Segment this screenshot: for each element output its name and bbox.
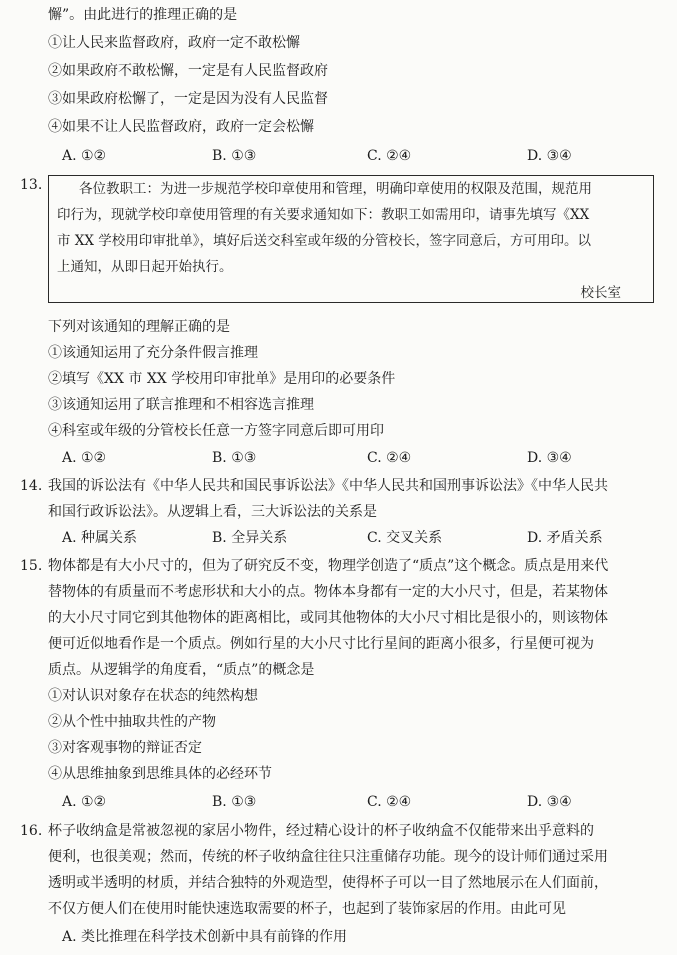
q14-stem-line-1: 我国的诉讼法有《中华人民共和国民事诉讼法》《中华人民共和国刑事诉讼法》《中华人民共 <box>48 478 608 494</box>
q12-item-1: ①让人民来监督政府，政府一定不敢松懈 <box>48 35 300 51</box>
q16-option-a[interactable]: A. 类比推理在科学技术创新中具有前锋的作用 <box>62 929 348 945</box>
q13-signature: 校长室 <box>580 285 621 301</box>
q13-item-1: ①该通知运用了充分条件假言推理 <box>48 345 258 361</box>
q12-option-a[interactable]: A. ①② <box>62 148 107 164</box>
q15-stem-line-4: 便可近似地看作是一个质点。例如行星的大小尺寸比行星间的距离小很多，行星便可视为 <box>48 636 594 652</box>
q15-item-3: ③对客观事物的辩证否定 <box>48 740 202 756</box>
q15-stem-line-1: 物体都是有大小尺寸的，但为了研究反不变，物理学创造了“质点”这个概念。质点是用来代 <box>48 558 609 574</box>
q14-options <box>62 529 652 547</box>
q13-number: 13. <box>20 177 43 193</box>
q13-options <box>62 449 652 467</box>
q14-option-a[interactable]: A. 种属关系 <box>62 530 138 546</box>
q13-option-c[interactable]: C. ②④ <box>367 450 412 466</box>
q12-option-d[interactable]: D. ③④ <box>527 148 572 164</box>
q13-notice-line-4: 上通知，从即日起开始执行。 <box>57 259 233 275</box>
q15-option-d[interactable]: D. ③④ <box>527 794 572 810</box>
q15-options <box>62 793 652 811</box>
q14-option-b[interactable]: B. 全异关系 <box>212 530 288 546</box>
q13-stem: 下列对该通知的理解正确的是 <box>48 319 230 335</box>
q13-option-b[interactable]: B. ①③ <box>212 450 257 466</box>
q12-stem-tail: 懈”。由此进行的推理正确的是 <box>48 7 238 23</box>
q13-option-d[interactable]: D. ③④ <box>527 450 572 466</box>
q16-stem-line-2: 便利，也很美观；然而，传统的杯子收纳盒往往只注重储存功能。现今的设计师们通过采用 <box>48 849 608 865</box>
q14-number: 14. <box>20 478 43 494</box>
q16-number: 16. <box>20 823 43 839</box>
q15-option-b[interactable]: B. ①③ <box>212 794 257 810</box>
q13-item-4: ④科室或年级的分管校长任意一方签字同意后即可用印 <box>48 423 384 439</box>
q15-stem-line-3: 的大小尺寸同它到其他物体的距离相比，或同其他物体的大小尺寸相比是很小的，则该物体 <box>48 610 608 626</box>
q15-stem-line-2: 替物体的有质量而不考虑形状和大小的点。物体本身都有一定的大小尺寸，但是，若某物体 <box>48 584 608 600</box>
q16-stem-line-1: 杯子收纳盒是常被忽视的家居小物件，经过精心设计的杯子收纳盒不仅能带来出乎意料的 <box>48 823 594 839</box>
q16-stem-line-3: 透明或半透明的材质，并结合独特的外观造型，使得杯子可以一目了然地展示在人们面前， <box>48 875 608 891</box>
q15-stem-line-5: 质点。从逻辑学的角度看，“质点”的概念是 <box>48 662 315 678</box>
q13-notice-line-2: 印行为，现就学校印章使用管理的有关要求通知如下：教职工如需用印，请事先填写《XX <box>57 207 590 223</box>
q12-option-b[interactable]: B. ①③ <box>212 148 257 164</box>
q12-options <box>62 147 652 165</box>
q12-item-3: ③如果政府松懈了，一定是因为没有人民监督 <box>48 91 328 107</box>
q15-item-4: ④从思维抽象到思维具体的必经环节 <box>48 766 272 782</box>
q16-stem-line-4: 不仅方便人们在使用时能快速选取需要的杯子，也起到了装饰家居的作用。由此可见 <box>48 901 566 917</box>
q13-item-3: ③该通知运用了联言推理和不相容选言推理 <box>48 397 314 413</box>
q15-option-a[interactable]: A. ①② <box>62 794 107 810</box>
q13-notice-box <box>48 175 654 303</box>
q15-number: 15. <box>20 558 43 574</box>
q12-item-2: ②如果政府不敢松懈，一定是有人民监督政府 <box>48 63 328 79</box>
q13-notice-line-3: 市 XX 学校用印审批单》，填好后送交科室或年级的分管校长，签字同意后，方可用印。以 <box>57 233 592 249</box>
q13-option-a[interactable]: A. ①② <box>62 450 107 466</box>
q14-option-c[interactable]: C. 交叉关系 <box>367 530 443 546</box>
q15-item-1: ①对认识对象存在状态的纯然构想 <box>48 688 258 704</box>
q12-option-c[interactable]: C. ②④ <box>367 148 412 164</box>
q15-option-c[interactable]: C. ②④ <box>367 794 412 810</box>
q14-option-d[interactable]: D. 矛盾关系 <box>527 530 603 546</box>
q13-item-2: ②填写《XX 市 XX 学校用印审批单》是用印的必要条件 <box>48 371 396 387</box>
q15-item-2: ②从个性中抽取共性的产物 <box>48 714 216 730</box>
q12-item-4: ④如果不让人民监督政府，政府一定会松懈 <box>48 119 314 135</box>
q14-stem-line-2: 和国行政诉讼法》。从逻辑上看，三大诉讼法的关系是 <box>48 504 377 520</box>
q13-notice-line-1: 各位教职工：为进一步规范学校印章使用和管理，明确印章使用的权限及范围，规范用 <box>79 181 592 197</box>
